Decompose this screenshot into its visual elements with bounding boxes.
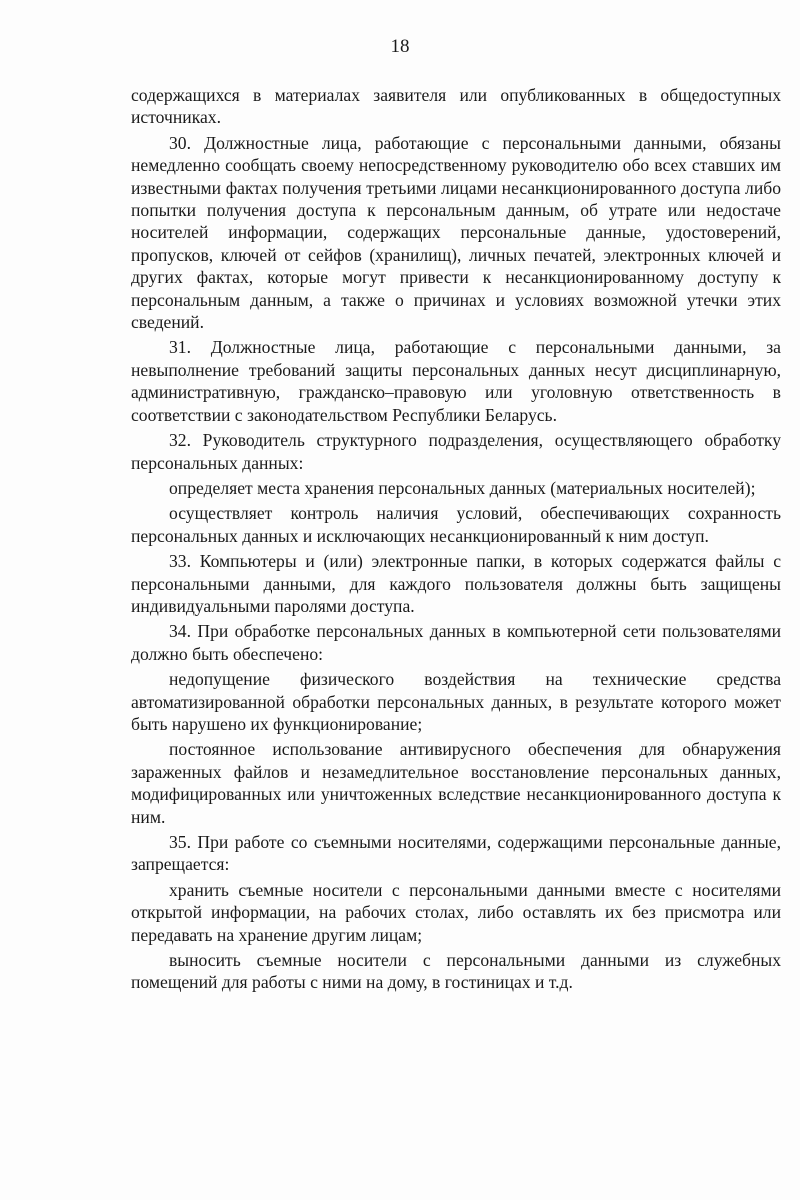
paragraph-item-35-storage: хранить съемные носители с персональными данными вместе с носителями открытой информации, на рабочих столах, либо оставлять их без присмотра или передавать на хранение другим лицам; <box>131 879 781 945</box>
paragraph-item-35: 35. При работе со съемными носителями, содержащими персональные данные, запрещается: <box>131 832 781 875</box>
paragraph-item-32-storage: определяет места хранения персональных данных (материальных носителей); <box>169 477 756 498</box>
paragraph-continuation: содержащихся в материалах заявителя или опубликованных в общедоступных источниках. <box>131 85 781 128</box>
paragraph-item-34-antivirus: постоянное использование антивирусного обеспечения для обнаружения зараженных файлов и незамедлительное восстановление персональных данных, модифицированных или уничтоженных вследствие несанкционированного доступа к ним. <box>131 739 781 827</box>
paragraph-item-35-removal: выносить съемные носители с персональными данными из служебных помещений для работы с ними на дому, в гостиницах и т.д. <box>131 950 781 993</box>
paragraph-item-30: 30. Должностные лица, работающие с персональными данными, обязаны немедленно сообщать своему непосредственному руководителю обо всех ставших им известными фактах получения третьими лицами несанкционированного доступа либо попытки получения доступа к персональным данным, об утрате или недостаче носителей информации, содержащих персональные данные, удостоверений, пропусков, ключей от сейфов (хранилищ), личных печатей, электронных ключей и других фактах, которые могут привести к несанкционированному доступу к персональным данным, а также о причинах и условиях возможной утечки этих сведений. <box>131 132 781 333</box>
paragraph-item-33: 33. Компьютеры и (или) электронные папки, в которых содержатся файлы с персональными данными, для каждого пользователя должны быть защищены индивидуальными паролями доступа. <box>131 551 781 616</box>
page-number: 18 <box>390 36 410 57</box>
document-body <box>131 84 781 994</box>
paragraph-item-34: 34. При обработке персональных данных в компьютерной сети пользователями должно быть обеспечено: <box>131 621 781 664</box>
paragraph-item-31: 31. Должностные лица, работающие с персональными данными, за невыполнение требований защиты персональных данных несут дисциплинарную, административную, гражданско–правовую или уголовную ответственность в соответствии с законодательством Республики Беларусь. <box>131 337 781 425</box>
paragraph-item-32-control: осуществляет контроль наличия условий, обеспечивающих сохранность персональных данных и исключающих несанкционированный к ним доступ. <box>131 503 781 546</box>
paragraph-item-34-physical: недопущение физического воздействия на технические средства автоматизированной обработки персональных данных, в результате которого может быть нарушено их функционирование; <box>131 669 781 734</box>
paragraph-item-32: 32. Руководитель структурного подразделения, осуществляющего обработку персональных данных: <box>131 430 781 473</box>
